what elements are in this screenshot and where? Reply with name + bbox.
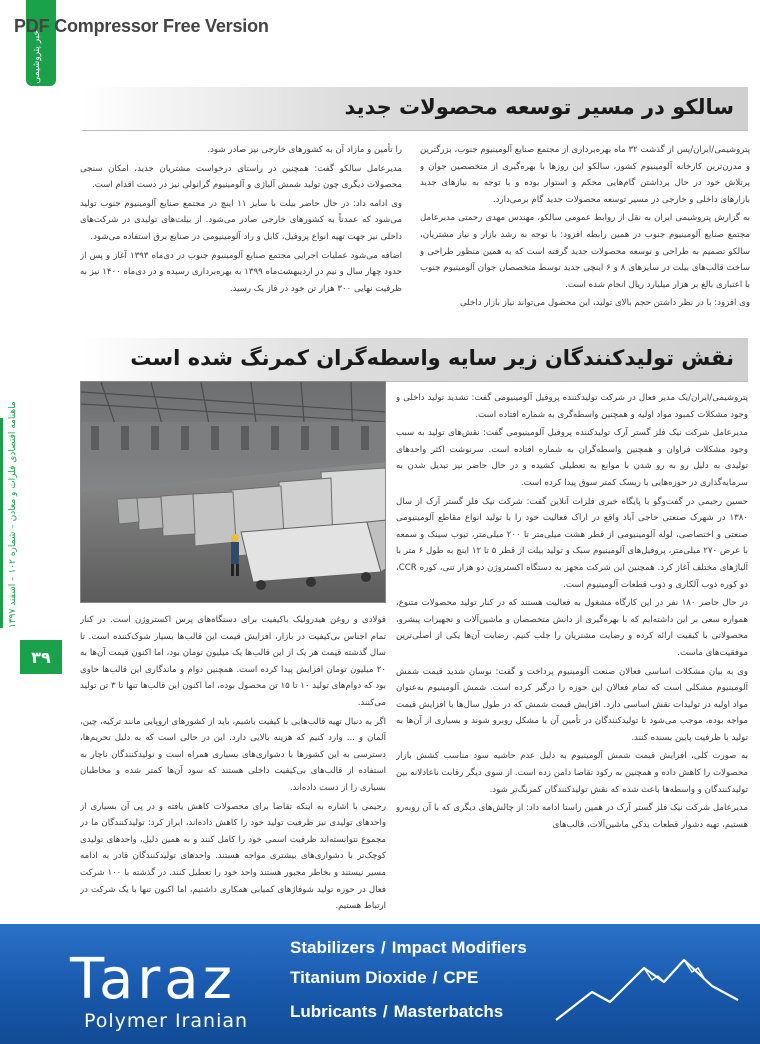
article1-paragraph: وی ادامه داد: در حال حاضر بیلت با سایز ۱۱ اینچ در مجتمع صنایع آلومینیوم جنوب تولید می‌شود که عمدتاً به کشورهای خارجی صادر می‌شود. از بیلت‌های تولیدی در شرکت‌های داخلی نیز جهت تهیه انواع پروفیل، کابل و راد آلومینیومی در صنایع برق استفاده می‌شود. xyxy=(80,198,402,242)
section-tab-label: خبر پتروشیمی xyxy=(32,30,42,84)
taraz-logo: Taraz xyxy=(70,947,236,1012)
ad-products-row-1 xyxy=(290,938,527,958)
ad-products-row-2 xyxy=(290,968,478,988)
ad-product: Impact Modifiers xyxy=(391,938,527,957)
ad-separator: / xyxy=(381,938,386,957)
ad-product: CPE xyxy=(443,968,479,987)
article1-paragraph: مدیرعامل سالکو گفت: همچنین در راستای درخواست مشتریان جدید، امکان سنجی محصولات دیگری چون تولید شمش آلیاژی و آلومینیوم گرانولی نیز در دست اقدام است. xyxy=(80,163,402,191)
taraz-advertisement xyxy=(0,924,760,1044)
ad-product: Masterbatchs xyxy=(393,1002,504,1021)
article2-paragraph: مدیرعامل شرکت نیک فلز گستر آرک تولیدکننده پروفیل آلومینیومی گفت: نقش‌های تولید به سبب وجود مشکلات فراوان و همچنین واسطه‌گران به شماره افتاده است. سرنوشت اکثر واحدهای تولیدی به دلیل رو به رو شدن با موانع به تعطیلی کشیده و در حال حاضر نیز تبدیل شدن به سرمایه‌گذاری در حوزه‌هایی با ریسک کمتر سوق پیدا کرده است. xyxy=(396,428,748,488)
ad-product: Lubricants xyxy=(290,1002,377,1021)
article1-header xyxy=(82,87,748,131)
ad-separator: / xyxy=(382,1002,388,1021)
article1-paragraph: وی افزود: با در نظر داشتن حجم بالای تولید، این محصول می‌تواند نیاز بازار داخلی xyxy=(460,298,750,309)
article2-paragraph: به صورت کلی، افزایش قیمت شمش آلومینیوم به دلیل عدم حاشیه سود مناسب کشش بازار محصولات را کاهش داده و همچنین به رکود تقاضا دامن زده است. از سوی دیگر رقابت ناعادلانه بین تولیدکنندگان و واسطه‌ها باعث شده که نقش تولیدکنندگان کمرنگ‌تر شود. xyxy=(396,751,748,795)
article1-column-left xyxy=(80,142,402,336)
mountain-icon xyxy=(552,940,742,1032)
article2-title: نقش تولیدکنندگان زیر سایه واسطه‌گران کمرنگ شده است xyxy=(130,346,734,370)
ad-product: Stabilizers xyxy=(290,938,376,957)
article2-column-right xyxy=(396,390,748,916)
article2-paragraph: پتروشیمی/ایران/یک مدیر فعال در شرکت تولیدکننده پروفیل آلومینیومی گفت: تشدید تولید داخلی و وجود مشکلات کمبود مواد اولیه و همچنین واسطه‌گری به شماره افتاده است. xyxy=(396,393,748,420)
article2-paragraph: وی به بیان مشکلات اساسی فعالان صنعت آلومینیوم پرداخت و گفت: نوسان شدید قیمت شمش آلومینیوم مشکلی است که تمام فعالان این حوزه را درگیر کرده است. شمش آلومینیوم به‌عنوان مواد اولیه در تولیدات نقش اساسی دارد. افزایش قیمت شمش که در طول سال‌ها با افزایش قیمت مواجه بوده، موجب می‌شود تا تولیدکنندگان در تأمین آن با مشکل روبرو شوند و بسیاری از آن‌ها به تولید با ظرفیت پایین بسنده کنند. xyxy=(396,666,748,743)
article2-paragraph: اگر به دنبال تهیه قالب‌هایی با کیفیت باشیم، باید از کشورهای اروپایی مانند ترکیه، چین، آلمان و ... وارد کنیم که هزینه بالایی دارد. این در حالی است که به دلیل تحریم‌ها، دسترسی به این کشورها با دشواری‌های بسیاری همراه است و تولیدکنندگان ناچار به استفاده از قالب‌های بی‌کیفیت داخلی هستند که سود آن‌ها کمتر شده و مخاطبان بسیاری را از دست داده‌اند. xyxy=(80,716,386,793)
page-number: ۳۹ xyxy=(20,640,62,674)
watermark-text: PDF Compressor Free Version xyxy=(14,16,269,36)
article1-paragraph: پتروشیمی/ایران/پس از گذشت ۳۲ ماه بهره‌برداری از مجتمع صنایع آلومینیوم جنوب، بزرگترین و مدرن‌ترین کارخانه آلومینیوم کشور، سالکو این روزها با بهره‌گیری از متخصصین جوان و پرتلاش خود در حال برداشتن گام‌هایی محکم و استوار بوده و با توجه به نیازهای جدید بازارهای داخلی و خارجی در مسیر توسعه محصولات جدید گام برمی‌دارد. xyxy=(420,145,750,205)
article1-title: سالکو در مسیر توسعه محصولات جدید xyxy=(344,95,734,119)
issue-label: ماهنامه اقتصادی فلزات و معادن – شماره ۱۰۲ – اسفند ۱۳۹۷ xyxy=(8,401,18,628)
factory-photo xyxy=(80,381,386,603)
side-rule xyxy=(0,418,3,628)
article1-paragraph: را تأمین و مازاد آن به کشورهای خارجی نیز صادر شود. xyxy=(207,145,402,155)
article1-paragraph: اضافه می‌شود عملیات اجرایی مجتمع صنایع آلومینیوم جنوب در دی‌ماه ۱۳۹۳ آغاز و پس از حدود چهار سال و نیم در اردیبهشت‌ماه ۱۳۹۹ به بهره‌برداری رسیده و در دی‌ماه ۱۴۰۰ نیز به ظرفیت نهایی ۳۰۰ هزار تن خود در فاز یک رسید. xyxy=(80,250,402,294)
article2-paragraph: در حال حاضر ۱۸۰ نفر در این کارگاه مشغول به فعالیت هستند که در کنار تولید محصولات متنوع، همواره سعی بر این داشته‌ایم که با بهره‌گیری از دانش متخصصان و ماشین‌آلات و تجهیزات پیشرو، محصولاتی با کیفیت ارائه کرده و رضایت مشتریان را جلب کنیم. رضایت آن‌ها یکی از اصلی‌ترین موفقیت‌های ماست. xyxy=(396,598,748,658)
ad-products-row-3 xyxy=(290,1002,503,1022)
section-tab xyxy=(26,0,56,86)
article2-paragraph: مدیرعامل شرکت نیک فلز گستر آرک در همین راستا ادامه داد: از چالش‌های دیگری که با آن روبه‌رو هستیم، تهیه دشوار قطعات یدکی ماشین‌آلات، قالب‌های xyxy=(396,803,748,830)
article2-paragraph: فولادی و روغن هیدرولیک باکیفیت برای دستگاه‌های پرس اکستروژن است. در کنار تمام اجناس بی‌کیفیت در بازار، افزایش قیمت این قالب‌ها بسیار شوک‌کننده است. تا سال گذشته قیمت هر یک از این قالب‌ها یک میلیون تومان بود، اما اکنون قیمت آن‌ها به ۲۰ میلیون تومان افزایش پیدا کرده است. همچنین دوام و ماندگاری این قالب‌ها حاوی بود که دوام‌های تولید ۱۰ تا ۱۵ تن محصول بوده، اما اکنون این قالب‌ها تنها تا ۳ تن تولید می‌کنند. xyxy=(80,615,386,708)
article1-paragraph: به گزارش پتروشیمی ایران به نقل از روابط عمومی سالکو، مهندس مهدی رحمتی مدیرعامل مجتمع صنایع آلومینیوم جنوب در همین رابطه افزود: با توجه به رشد بازار و نیاز مشتریان، سالکو تصمیم به طراحی و توسعه محصولات جدید گرفته است که به همین منظور طراحی و ساخت قالب‌های بیلت در سایزهای ۸ و ۶ اینچی جدید توسط متخصصان جوان آلومینیوم جنوب با اعتباری بالغ بر هزار میلیارد ریال انجام شده است. xyxy=(420,213,750,290)
ad-product: Titanium Dioxide xyxy=(290,968,427,987)
article2-header xyxy=(82,338,748,382)
article2-paragraph: رحیمی با اشاره به اینکه تقاضا برای محصولات کاهش یافته و در پی آن بسیاری از واحدهای تولیدی نیز ظرفیت تولید خود را کاهش داده‌اند، ابراز کرد: تولیدکنندگان ما در مجموع نتوانسته‌اند ظرفیت اسمی خود را کامل کنند و به همین دلیل، واحدهای تولیدی کوچک‌تر با دشواری‌های بیشتری مواجه هستند. واحدهای تولیدکنندگان قادر به ادامه مسیر نیستند و بخاطر مجبور هستند واحد خود را تعطیل کنند. در گذشته با ۱۰۰ شرکت فعال در حوزه تولید شوفاژهای کمیابی همکاری داشتیم، اما اکنون تنها با یک شرکت در ارتباط هستیم. xyxy=(80,801,386,912)
article1-column-right xyxy=(420,142,750,336)
ad-separator: / xyxy=(432,968,438,987)
taraz-logo-subtitle: Polymer Iranian xyxy=(84,1010,249,1032)
article2-paragraph: حسین رحیمی در گفت‌وگو با پایگاه خبری فلزات آنلاین گفت: شرکت نیک فلز گستر آرک از سال ۱۳۸۰ در شهرک صنعتی حاجی آباد واقع در اراک فعالیت خود را با تولید انواع مقاطع آلومینیومی صنعتی و اختصاصی، لوله آلومینیومی از قطر هشت میلی‌متر تا ۲۰۰ میلی‌متر، تیوب سینک و سمعه با عرض ۲۷۰ میلی‌متر، پروفیل‌های آلومینیوم سبک و تولید بیلت از قطر ۵ تا ۱۲ اینچ به طول ۶ متر با آلیاژهای مختلف آغاز کرد. همچنین این شرکت مجهز به دستگاه اکستروژن دو هزار تنی، کوره CCR، دو کوره ذوب آلکاری و ذوب قطعات آلومینیوم است. xyxy=(396,496,748,590)
article2-column-left xyxy=(80,612,386,916)
